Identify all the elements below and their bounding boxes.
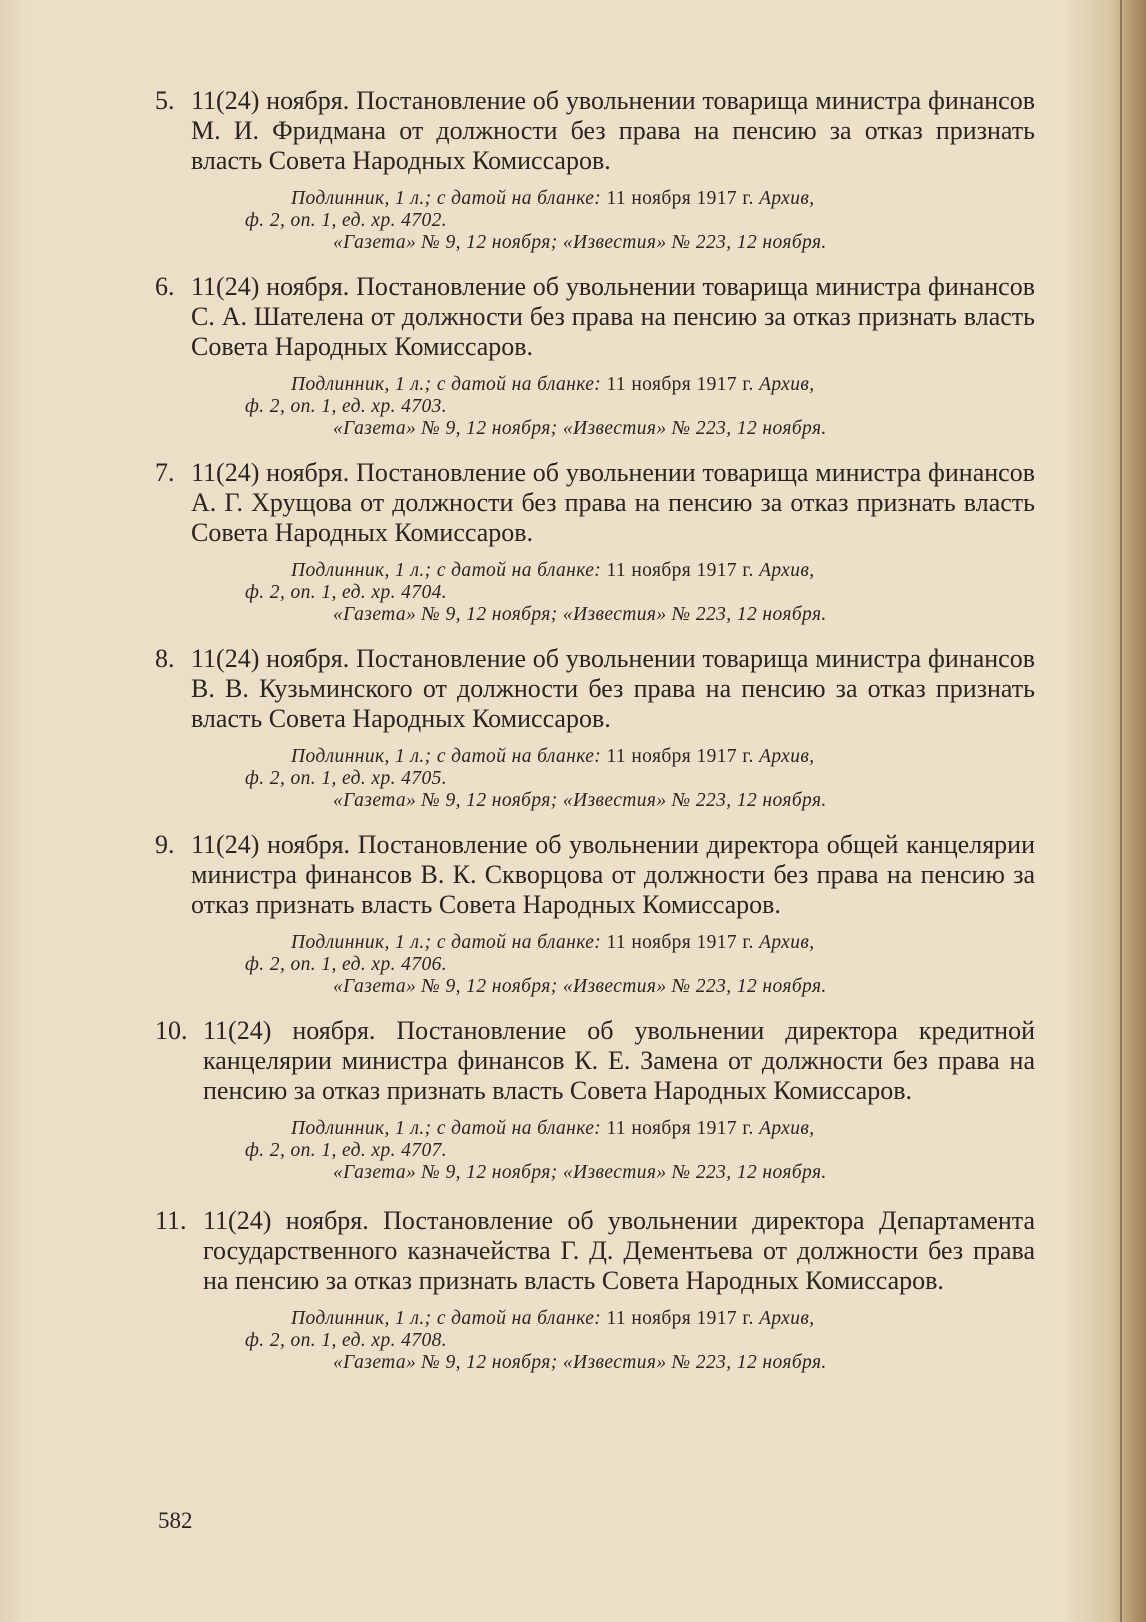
- entry: [155, 458, 1035, 626]
- entry-number: 5.: [155, 86, 175, 115]
- entry-source: [155, 188, 1035, 232]
- entry-source: [155, 932, 1035, 976]
- entry: [155, 830, 1035, 998]
- source-archive: Архив,: [759, 188, 815, 209]
- source-archive: Архив,: [759, 560, 815, 581]
- source-ref: ф. 2, оп. 1, ед. хр. 4708.: [245, 1330, 448, 1351]
- entry-text: 11(24) ноября. Постановление об увольнении директора общей канцелярии министра финансов В. К. Скворцова от должности без права на пенсию за отказ признать власть Совета Народных Комиссаров.: [191, 830, 1035, 919]
- entry-head: [155, 644, 1035, 734]
- entry-number: 8.: [155, 644, 175, 673]
- source-archive: Архив,: [759, 1118, 815, 1139]
- entry-head: [155, 86, 1035, 176]
- source-prefix: Подлинник, 1 л.; с датой на бланке:: [291, 1308, 602, 1329]
- entry-number: 7.: [155, 458, 175, 487]
- entry-head: [155, 1206, 1035, 1296]
- entry-number: 6.: [155, 272, 175, 301]
- source-prefix: Подлинник, 1 л.; с датой на бланке:: [291, 560, 602, 581]
- entry-publications: «Газета» № 9, 12 ноября; «Известия» № 223, 12 ноября.: [333, 1352, 827, 1373]
- source-archive: Архив,: [759, 374, 815, 395]
- entry-number: 11.: [155, 1206, 187, 1235]
- source-date: 11 ноября 1917 г.: [606, 560, 754, 581]
- source-date: 11 ноября 1917 г.: [606, 188, 754, 209]
- source-date: 11 ноября 1917 г.: [606, 1308, 754, 1329]
- entry: [155, 1206, 1035, 1374]
- entry-head: [155, 458, 1035, 548]
- source-archive: Архив,: [759, 1308, 815, 1329]
- entry-publications: «Газета» № 9, 12 ноября; «Известия» № 223, 12 ноября.: [333, 418, 827, 439]
- entry: [155, 1016, 1035, 1184]
- entry-source: [155, 374, 1035, 418]
- entry-text: 11(24) ноября. Постановление об увольнении директора кредитной канцелярии министра финансов К. Е. Замена от должности без права на пенсию за отказ признать власть Совета Народных Комиссаров.: [203, 1016, 1035, 1105]
- entry-publications: «Газета» № 9, 12 ноября; «Известия» № 223, 12 ноября.: [333, 790, 827, 811]
- entry: [155, 86, 1035, 254]
- source-prefix: Подлинник, 1 л.; с датой на бланке:: [291, 374, 602, 395]
- entry-text: 11(24) ноября. Постановление об увольнении товарища министра финансов А. Г. Хрущова от должности без права на пенсию за отказ признать власть Совета Народных Комиссаров.: [191, 458, 1035, 547]
- entry-source: [155, 746, 1035, 790]
- entry-source: [155, 1118, 1035, 1162]
- source-date: 11 ноября 1917 г.: [606, 932, 754, 953]
- source-ref: ф. 2, оп. 1, ед. хр. 4702.: [245, 210, 448, 231]
- source-ref: ф. 2, оп. 1, ед. хр. 4706.: [245, 954, 448, 975]
- source-prefix: Подлинник, 1 л.; с датой на бланке:: [291, 932, 602, 953]
- book-spine-edge: [1120, 0, 1122, 1622]
- source-ref: ф. 2, оп. 1, ед. хр. 4704.: [245, 582, 448, 603]
- entry-number: 10.: [155, 1016, 188, 1045]
- source-prefix: Подлинник, 1 л.; с датой на бланке:: [291, 746, 602, 767]
- source-archive: Архив,: [759, 932, 815, 953]
- entry-text: 11(24) ноября. Постановление об увольнении директора Департамента государственного казначейства Г. Д. Дементьева от должности без права на пенсию за отказ признать власть Совета Народных Комиссаров.: [203, 1206, 1035, 1295]
- entry-source: [155, 1308, 1035, 1352]
- entry-head: [155, 1016, 1035, 1106]
- source-ref: ф. 2, оп. 1, ед. хр. 4705.: [245, 768, 448, 789]
- page-number: 582: [158, 1508, 193, 1533]
- document-entries: [155, 86, 1035, 1384]
- source-archive: Архив,: [759, 746, 815, 767]
- entry-number: 9.: [155, 830, 175, 859]
- entry-head: [155, 272, 1035, 362]
- entry: [155, 272, 1035, 440]
- entry-text: 11(24) ноября. Постановление об увольнении товарища министра финансов М. И. Фридмана от должности без права на пенсию за отказ признать власть Совета Народных Комиссаров.: [191, 86, 1035, 175]
- source-date: 11 ноября 1917 г.: [606, 746, 754, 767]
- source-date: 11 ноября 1917 г.: [606, 1118, 754, 1139]
- source-prefix: Подлинник, 1 л.; с датой на бланке:: [291, 1118, 602, 1139]
- entry-source: [155, 560, 1035, 604]
- entry-publications: «Газета» № 9, 12 ноября; «Известия» № 223, 12 ноября.: [333, 1162, 827, 1183]
- entry: [155, 644, 1035, 812]
- entry-publications: «Газета» № 9, 12 ноября; «Известия» № 223, 12 ноября.: [333, 976, 827, 997]
- source-ref: ф. 2, оп. 1, ед. хр. 4703.: [245, 396, 448, 417]
- entry-text: 11(24) ноября. Постановление об увольнении товарища министра финансов С. А. Шателена от должности без права на пенсию за отказ признать власть Совета Народных Комиссаров.: [191, 272, 1035, 361]
- source-date: 11 ноября 1917 г.: [606, 374, 754, 395]
- entry-text: 11(24) ноября. Постановление об увольнении товарища министра финансов В. В. Кузьминского от должности без права на пенсию за отказ признать власть Совета Народных Комиссаров.: [191, 644, 1035, 733]
- entry-head: [155, 830, 1035, 920]
- source-ref: ф. 2, оп. 1, ед. хр. 4707.: [245, 1140, 448, 1161]
- entry-publications: «Газета» № 9, 12 ноября; «Известия» № 223, 12 ноября.: [333, 604, 827, 625]
- entry-publications: «Газета» № 9, 12 ноября; «Известия» № 223, 12 ноября.: [333, 232, 827, 253]
- source-prefix: Подлинник, 1 л.; с датой на бланке:: [291, 188, 602, 209]
- book-spine-shadow: [1114, 0, 1146, 1622]
